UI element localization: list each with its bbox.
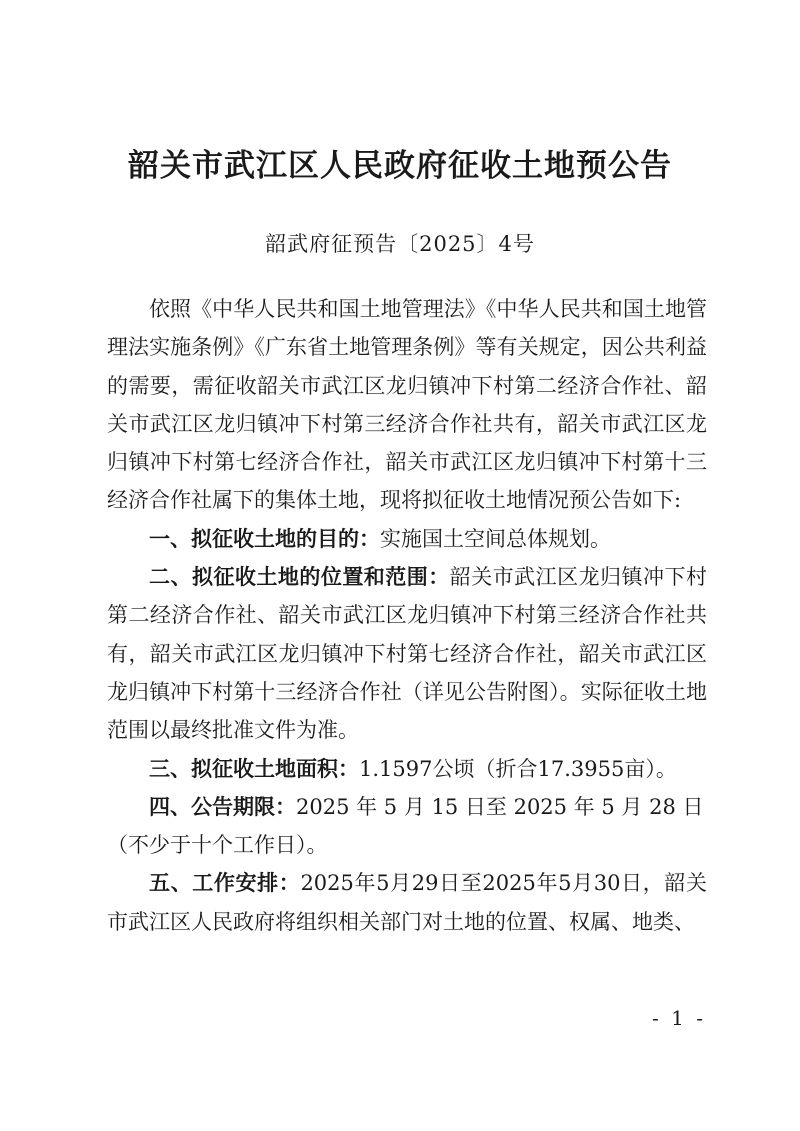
section-3 <box>107 750 707 788</box>
document-title: 韶关市武江区人民政府征收土地预公告 <box>128 148 672 184</box>
section-5-text: 2025年5月29日至2025年5月30日，韶关市武江区人民政府将组织相关部门对土地的位置、权属、地类、 <box>107 871 707 934</box>
section-4-text: 2025 年 5 月 15 日至 2025 年 5 月 28 日 <box>296 794 704 819</box>
section-4-heading: 四、公告期限： <box>149 794 296 819</box>
section-5-heading: 五、工作安排： <box>149 871 301 896</box>
section-3-text: 1.1597公顷（折合17.3955亩）。 <box>359 756 677 781</box>
section-4-continuation: （不少于十个工作日）。 <box>107 833 328 858</box>
section-1-heading: 一、拟征收土地的目的： <box>149 526 380 551</box>
section-5 <box>107 864 707 941</box>
intro-paragraph: 依照《中华人民共和国土地管理法》《中华人民共和国土地管理法实施条例》《广东省土地管理条例》等有关规定，因公共利益的需要，需征收韶关市武江区龙归镇冲下村第二经济合作社、韶关市武江区龙归镇冲下村第三经济合作社共有，韶关市武江区龙归镇冲下村第七经济合作社，韶关市武江区龙归镇冲下村第十三经济合作社属下的集体土地，现将拟征收土地情况预公告如下: <box>107 297 707 513</box>
section-4 <box>107 788 707 826</box>
section-1 <box>107 520 707 558</box>
section-1-text: 实施国土空间总体规划。 <box>380 526 611 551</box>
page-number: - 1 - <box>652 1006 706 1030</box>
section-2-text: 韶关市武江区龙归镇冲下村第二经济合作社、韶关市武江区龙归镇冲下村第三经济合作社共有，韶关市武江区龙归镇冲下村第七经济合作社，韶关市武江区龙归镇冲下村第十三经济合作社（详见公告附图）。实际征收土地范围以最终批准文件为准。 <box>107 565 707 743</box>
section-2 <box>107 558 707 749</box>
document-body <box>107 290 707 941</box>
section-2-heading: 二、拟征收土地的位置和范围： <box>149 565 450 590</box>
document-number: 韶武府征预告〔2025〕4号 <box>265 232 535 256</box>
section-3-heading: 三、拟征收土地面积： <box>149 756 359 781</box>
